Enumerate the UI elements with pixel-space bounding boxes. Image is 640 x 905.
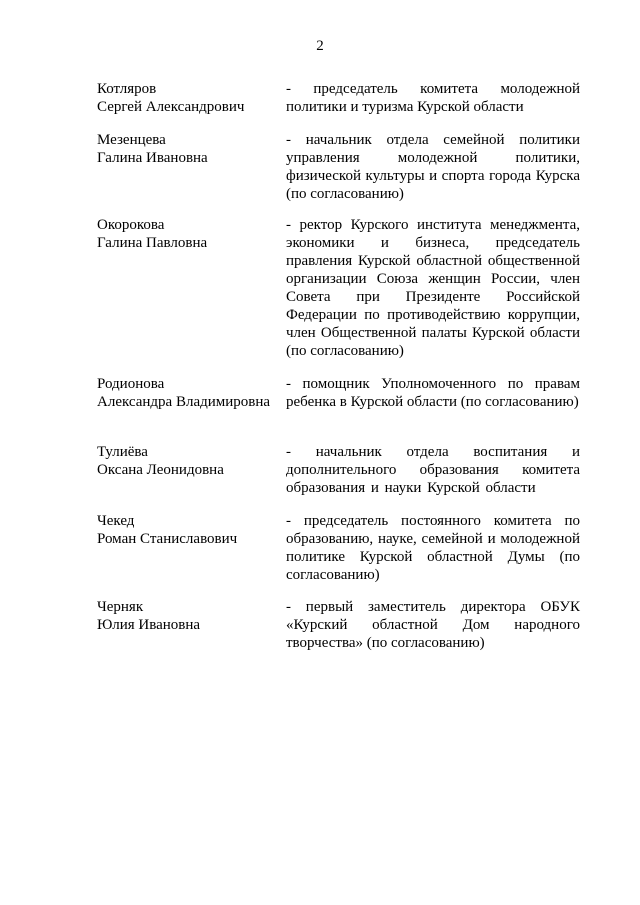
member-surname: Тулиёва: [97, 444, 148, 460]
member-name: [97, 131, 282, 167]
member-surname: Котляров: [97, 81, 157, 97]
member-position: - председатель постоянного комитета по образованию, науке, семейной и молодежной политике Курской областной Думы (по согласованию): [286, 513, 580, 583]
member-surname: Черняк: [97, 599, 144, 615]
member-name: [97, 80, 282, 116]
member-name: [97, 443, 282, 479]
member-position: - начальник отдела воспитания и дополнительного образования комитета образования и науки Курской области: [286, 444, 580, 496]
member-surname: Окорокова: [97, 217, 165, 233]
member-given-names: Роман Станиславович: [97, 531, 238, 547]
member-given-names: Оксана Леонидовна: [97, 462, 224, 478]
member-position: - ректор Курского института менеджмента, экономики и бизнеса, председатель правления Курской областной общественной организации Союза женщин России, член Совета при Президенте Российской Федерации по противодействию коррупции, член Общественной палаты Курской области (по согласованию): [286, 217, 580, 359]
member-name: [97, 375, 282, 411]
page-number: 2: [316, 38, 324, 54]
member-name: [97, 512, 282, 548]
member-surname: Мезенцева: [97, 132, 166, 148]
member-given-names: Александра Владимировна: [97, 394, 271, 410]
member-given-names: Юлия Ивановна: [97, 617, 201, 633]
member-name: [97, 216, 282, 252]
member-surname: Чекед: [97, 513, 135, 529]
member-given-names: Галина Павловна: [97, 235, 208, 251]
member-surname: Родионова: [97, 376, 165, 392]
member-name: [97, 598, 282, 634]
member-position: - начальник отдела семейной политики управления молодежной политики, физической культуры и спорта города Курска (по согласованию): [286, 132, 580, 202]
member-given-names: Галина Ивановна: [97, 150, 208, 166]
member-position: - первый заместитель директора ОБУК «Курский областной Дом народного творчества» (по согласованию): [286, 599, 580, 651]
member-position: - председатель комитета молодежной политики и туризма Курской области: [286, 81, 580, 115]
member-position: - помощник Уполномоченного по правам ребенка в Курской области (по согласованию): [286, 376, 580, 410]
member-given-names: Сергей Александрович: [97, 99, 245, 115]
